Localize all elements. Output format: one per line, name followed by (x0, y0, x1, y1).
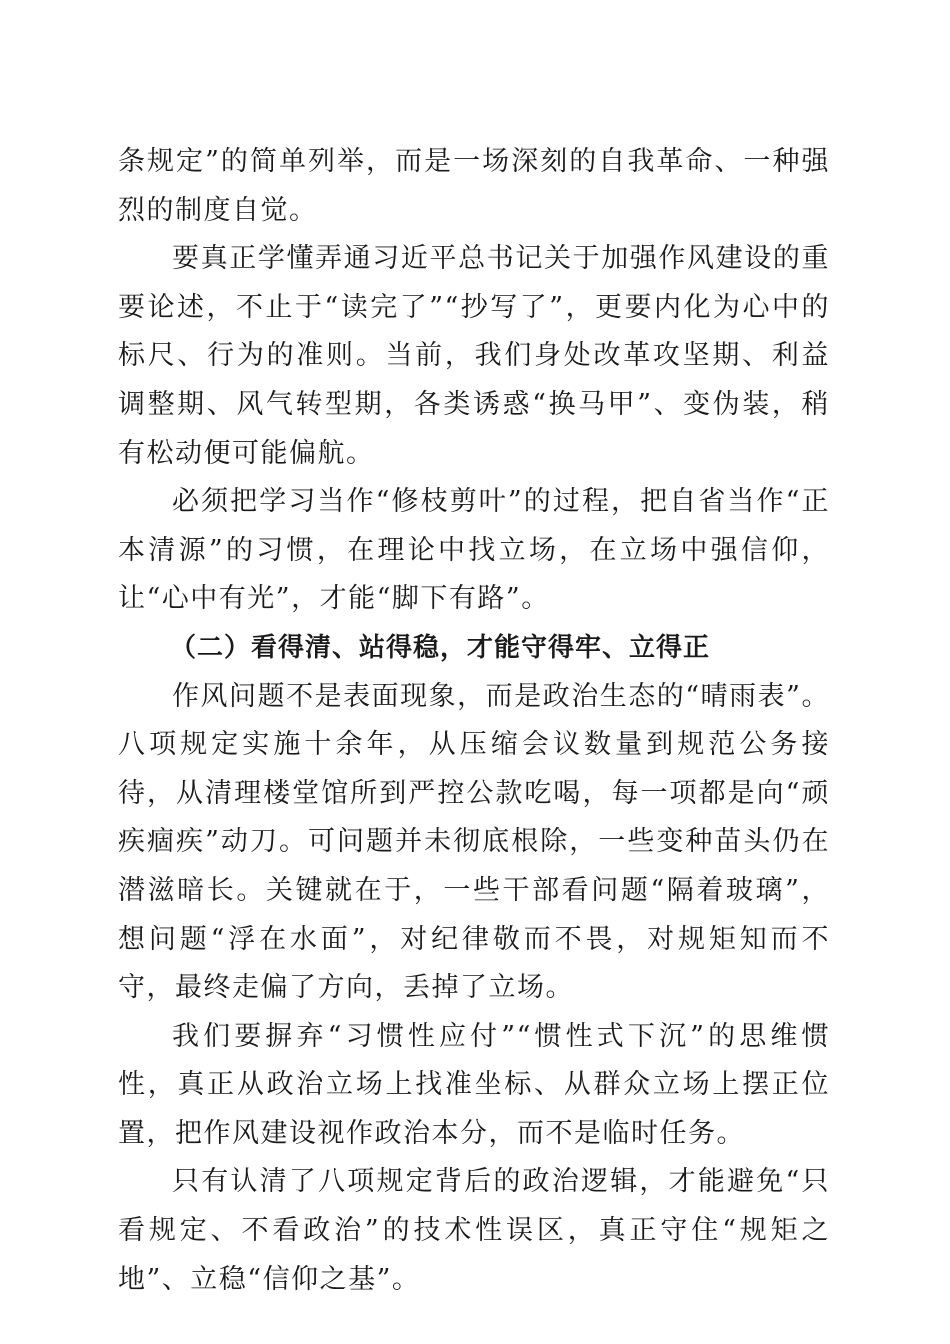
section-heading: （二）看得清、站得稳，才能守得牢、立得正 (170, 632, 711, 663)
paragraph-continuation: 条规定”的简单列举，而是一场深刻的自我革命、一种强烈的制度自觉。 (118, 146, 830, 226)
paragraph-political-logic: 只有认清了八项规定背后的政治逻辑，才能避免“只看规定、不看政治”的技术性误区，真正守住“规矩之地”、立稳“信仰之基”。 (118, 1166, 830, 1295)
paragraph-abandon-inertia: 我们要摒弃“习惯性应付”“惯性式下沉”的思维惯性，真正从政治立场上找准坐标、从群众立场上摆正位置，把作风建设视作政治本分，而不是临时任务。 (118, 1020, 830, 1149)
paragraph-style-problem: 作风问题不是表面现象，而是政治生态的“晴雨表”。八项规定实施十余年，从压缩会议数量到规范公务接待，从清理楼堂馆所到严控公款吃喝，每一项都是向“顽疾痼疾”动刀。可问题并未彻底根除，一些变种苗头仍在潜滋暗长。关键就在于，一些干部看问题“隔着玻璃”，想问题“浮在水面”，对纪律敬而不畏，对规矩知而不守，最终走偏了方向，丢掉了立场。 (118, 680, 830, 1004)
paragraph-study: 要真正学懂弄通习近平总书记关于加强作风建设的重要论述，不止于“读完了”“抄写了”，更要内化为心中的标尺、行为的准则。当前，我们身处改革攻坚期、利益调整期、风气转型期，各类诱惑“换马甲”、变伪装，稍有松动便可能偏航。 (118, 243, 830, 469)
document-page (118, 138, 830, 1304)
paragraph-self-reflection: 必须把学习当作“修枝剪叶”的过程，把自省当作“正本清源”的习惯，在理论中找立场，在立场中强信仰，让“心中有光”，才能“脚下有路”。 (118, 486, 830, 615)
